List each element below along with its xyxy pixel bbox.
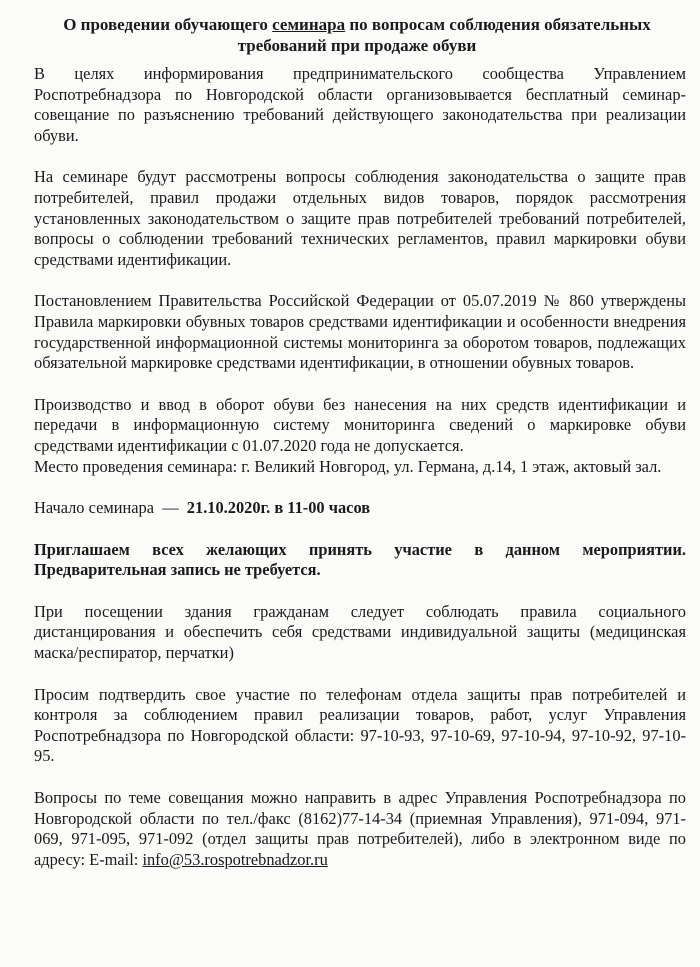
paragraph-production: Производство и ввод в оборот обуви без нанесения на них средств идентификации и передачи в информационную систему мониторинга сведений о маркировке обуви средствами идентификации с 01.07.2020 года не допускается. [34,394,686,455]
title-part-1: О проведении обучающего [63,15,273,34]
paragraph-confirm: Просим подтвердить свое участие по телефонам отдела защиты прав потребителей и контроля за соблюдением правил реализации товаров, работ, услуг Управления Роспотребнадзора по Новгородской области: 97-10-93, 97-10-69, 97-10-94, 97-10-92, 97-10-95. [34,684,686,766]
title-part-2: по вопросам соблюдения обязательных требований при продаже обуви [237,15,651,55]
paragraph-decree: Постановлением Правительства Российской Федерации от 05.07.2019 № 860 утверждены Правила маркировки обувных товаров средствами идентификации и особенности внедрения государственной информационной системы мониторинга за оборотом товаров, подлежащих обязательной маркировке средствами идентификации, в отношении обувных товаров. [34,291,686,373]
paragraph-intro: В целях информирования предпринимательского сообщества Управлением Роспотребнадзора по Новгородской области организовывается бесплатный семинар-совещание по разъяснению требований действующего законодательства при реализации обуви. [34,64,686,145]
seminar-start-datetime: 21.10.2020г. в 11-00 часов [186,498,371,518]
paragraph-invite: Приглашаем всех желающих принять участие в данном мероприятии. Предварительная запись не требуется. [34,539,686,580]
paragraph-topics: На семинаре будут рассмотрены вопросы соблюдения законодательства о защите прав потребителей, правил продажи отдельных видов товаров, порядок рассмотрения установленных законодательством о защите прав потребителей требований потребителей, вопросы о соблюдении требований технических регламентов, правил маркировки обуви средствами идентификации. [34,167,686,269]
paragraph-venue: Место проведения семинара: г. Великий Новгород, ул. Германа, д.14, 1 этаж, актовый зал. [34,456,662,476]
questions-text: Вопросы по теме совещания можно направить в адрес Управления Роспотребнадзора по Новгородской области по тел./факс (8162)77-14-34 (приемная Управления), 971-094, 971-069, 971-095, 971-092 (отдел защиты прав потребителей), либо в электронном виде по адресу: E-mail: [34,788,686,869]
paragraph-questions [34,788,686,870]
seminar-start-label: Начало семинара — [34,498,187,518]
title-underlined-word: семинара [272,15,346,34]
paragraph-distancing: При посещении здания гражданам следует соблюдать правила социального дистанцирования и обеспечить себя средствами индивидуальной защиты (медицинская маска/респиратор, перчатки) [34,601,686,663]
seminar-start [34,498,686,519]
email-link[interactable]: info@53.rospotrebnadzor.ru [142,849,328,869]
document-title [34,14,686,56]
